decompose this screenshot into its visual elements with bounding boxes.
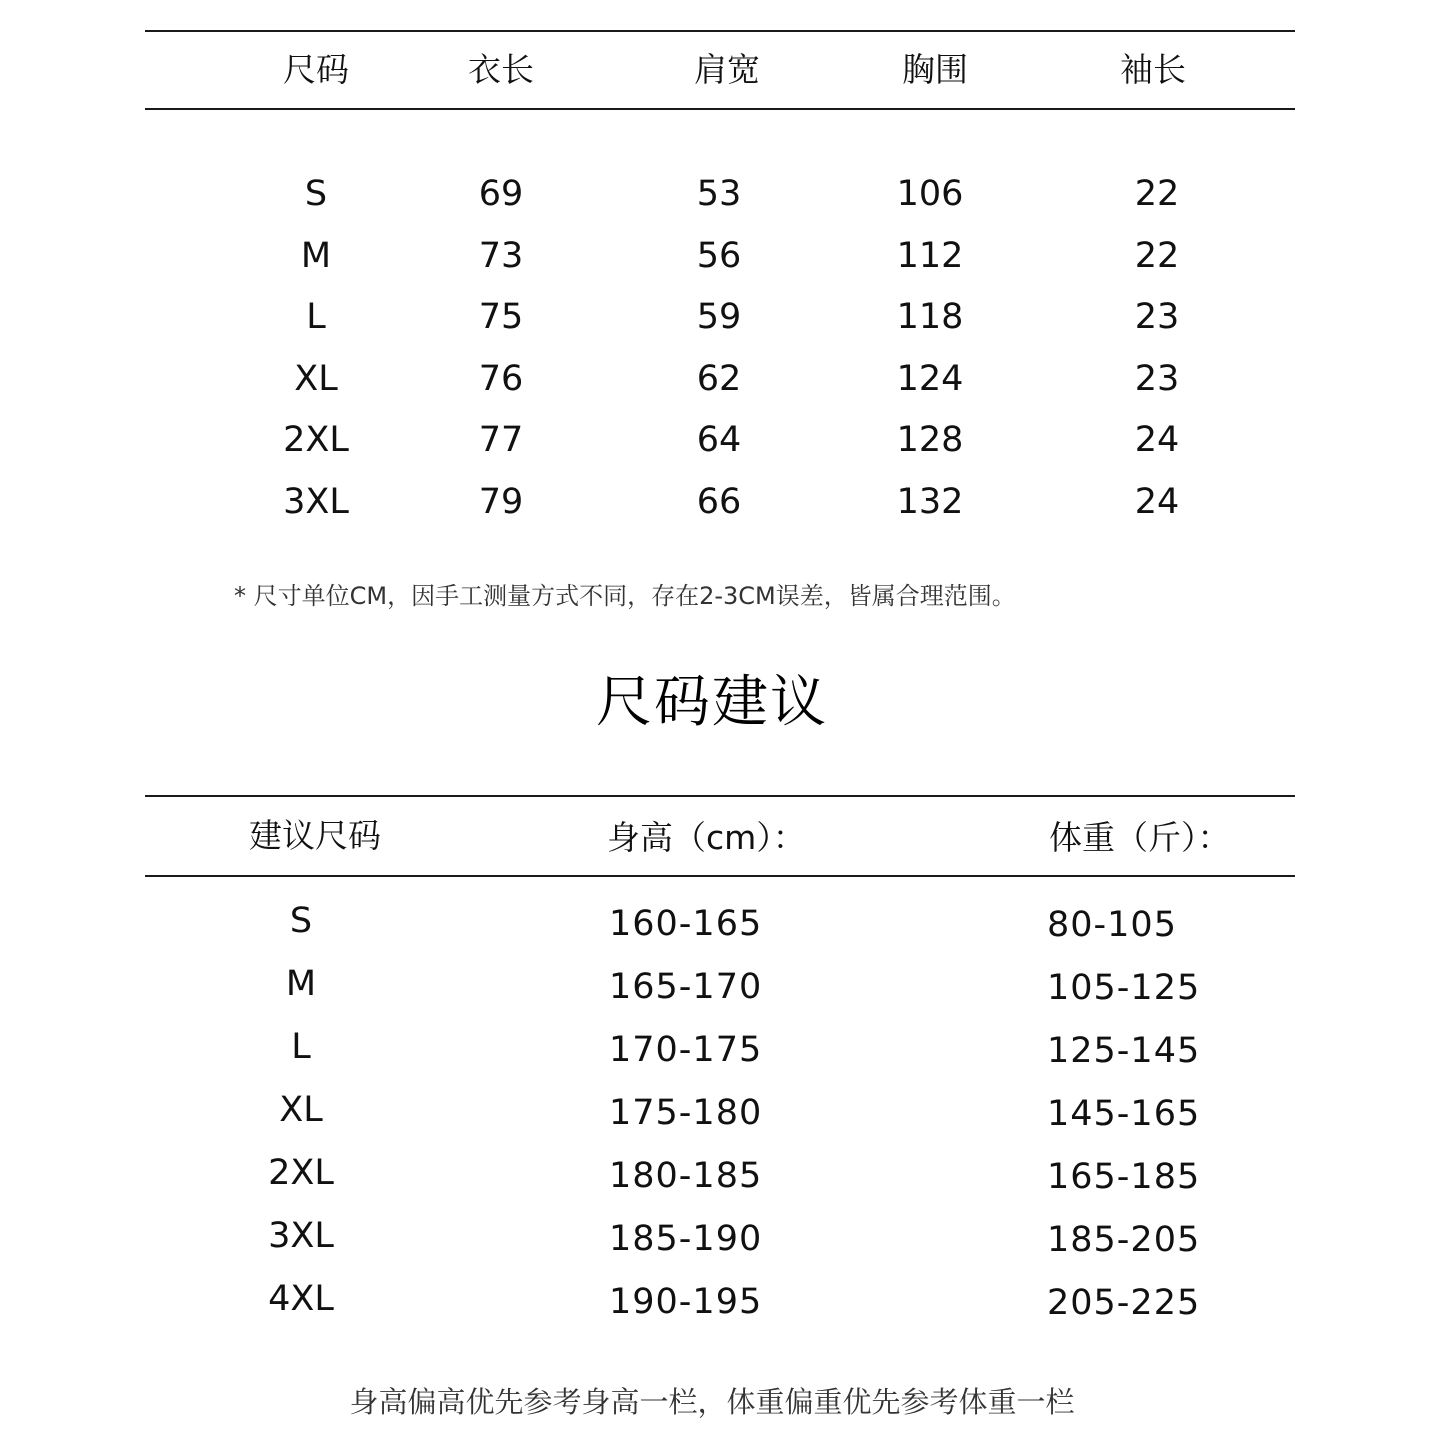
header-chest: 胸围 xyxy=(902,50,968,89)
cell-weight: 205-225 xyxy=(1047,1283,1201,1323)
cell-height: 175-180 xyxy=(609,1093,763,1133)
cell-sleeve: 23 xyxy=(1134,359,1180,399)
size-table-top-rule xyxy=(145,30,1295,32)
recommendation-top-rule xyxy=(145,795,1295,797)
size-table-header-rule xyxy=(145,108,1295,110)
header-weight: 体重（斤）： xyxy=(1049,818,1231,857)
cell-chest: 124 xyxy=(896,359,964,399)
cell-shoulder: 66 xyxy=(696,482,742,522)
cell-length: 69 xyxy=(478,174,524,214)
cell-size: S xyxy=(289,901,313,941)
cell-length: 73 xyxy=(478,236,524,276)
cell-size: XL xyxy=(279,1090,323,1130)
cell-weight: 185-205 xyxy=(1047,1220,1201,1260)
cell-size: 2XL xyxy=(283,420,349,460)
cell-sleeve: 22 xyxy=(1134,174,1180,214)
cell-sleeve: 22 xyxy=(1134,236,1180,276)
header-height: 身高（cm）： xyxy=(607,818,806,857)
cell-sleeve: 24 xyxy=(1134,482,1180,522)
cell-length: 79 xyxy=(478,482,524,522)
cell-length: 77 xyxy=(478,420,524,460)
header-shoulder: 肩宽 xyxy=(694,50,760,89)
header-size: 尺码 xyxy=(283,50,349,89)
header-recommended-size: 建议尺码 xyxy=(249,816,381,855)
cell-shoulder: 59 xyxy=(696,297,742,337)
cell-height: 190-195 xyxy=(609,1282,763,1322)
cell-length: 76 xyxy=(478,359,524,399)
cell-chest: 132 xyxy=(896,482,964,522)
measurement-note: * 尺寸单位CM，因手工测量方式不同，存在2-3CM误差，皆属合理范围。 xyxy=(234,582,1016,610)
cell-chest: 112 xyxy=(896,236,964,276)
cell-height: 185-190 xyxy=(609,1219,763,1259)
cell-weight: 80-105 xyxy=(1047,905,1177,945)
cell-chest: 118 xyxy=(896,297,964,337)
cell-weight: 145-165 xyxy=(1047,1094,1201,1134)
cell-size: M xyxy=(300,236,332,276)
cell-shoulder: 53 xyxy=(696,174,742,214)
header-sleeve: 袖长 xyxy=(1120,50,1186,89)
recommendation-header-rule xyxy=(145,875,1295,877)
cell-weight: 165-185 xyxy=(1047,1157,1201,1197)
cell-weight: 105-125 xyxy=(1047,968,1201,1008)
cell-height: 160-165 xyxy=(609,904,763,944)
cell-size: 2XL xyxy=(268,1153,334,1193)
cell-size: 3XL xyxy=(268,1216,334,1256)
cell-size: L xyxy=(291,1027,311,1067)
cell-size: XL xyxy=(294,359,338,399)
cell-size: 4XL xyxy=(268,1279,334,1319)
cell-weight: 125-145 xyxy=(1047,1031,1201,1071)
cell-sleeve: 24 xyxy=(1134,420,1180,460)
cell-chest: 128 xyxy=(896,420,964,460)
recommendation-footer-note: 身高偏高优先参考身高一栏，体重偏重优先参考体重一栏 xyxy=(349,1385,1075,1419)
cell-size: 3XL xyxy=(283,482,349,522)
cell-size: M xyxy=(285,964,317,1004)
cell-length: 75 xyxy=(478,297,524,337)
header-length: 衣长 xyxy=(468,50,534,89)
cell-size: S xyxy=(304,174,328,214)
cell-sleeve: 23 xyxy=(1134,297,1180,337)
cell-height: 165-170 xyxy=(609,967,763,1007)
cell-height: 180-185 xyxy=(609,1156,763,1196)
cell-shoulder: 64 xyxy=(696,420,742,460)
cell-shoulder: 56 xyxy=(696,236,742,276)
cell-height: 170-175 xyxy=(609,1030,763,1070)
cell-chest: 106 xyxy=(896,174,964,214)
recommendation-title: 尺码建议 xyxy=(596,670,828,735)
cell-size: L xyxy=(306,297,326,337)
cell-shoulder: 62 xyxy=(696,359,742,399)
